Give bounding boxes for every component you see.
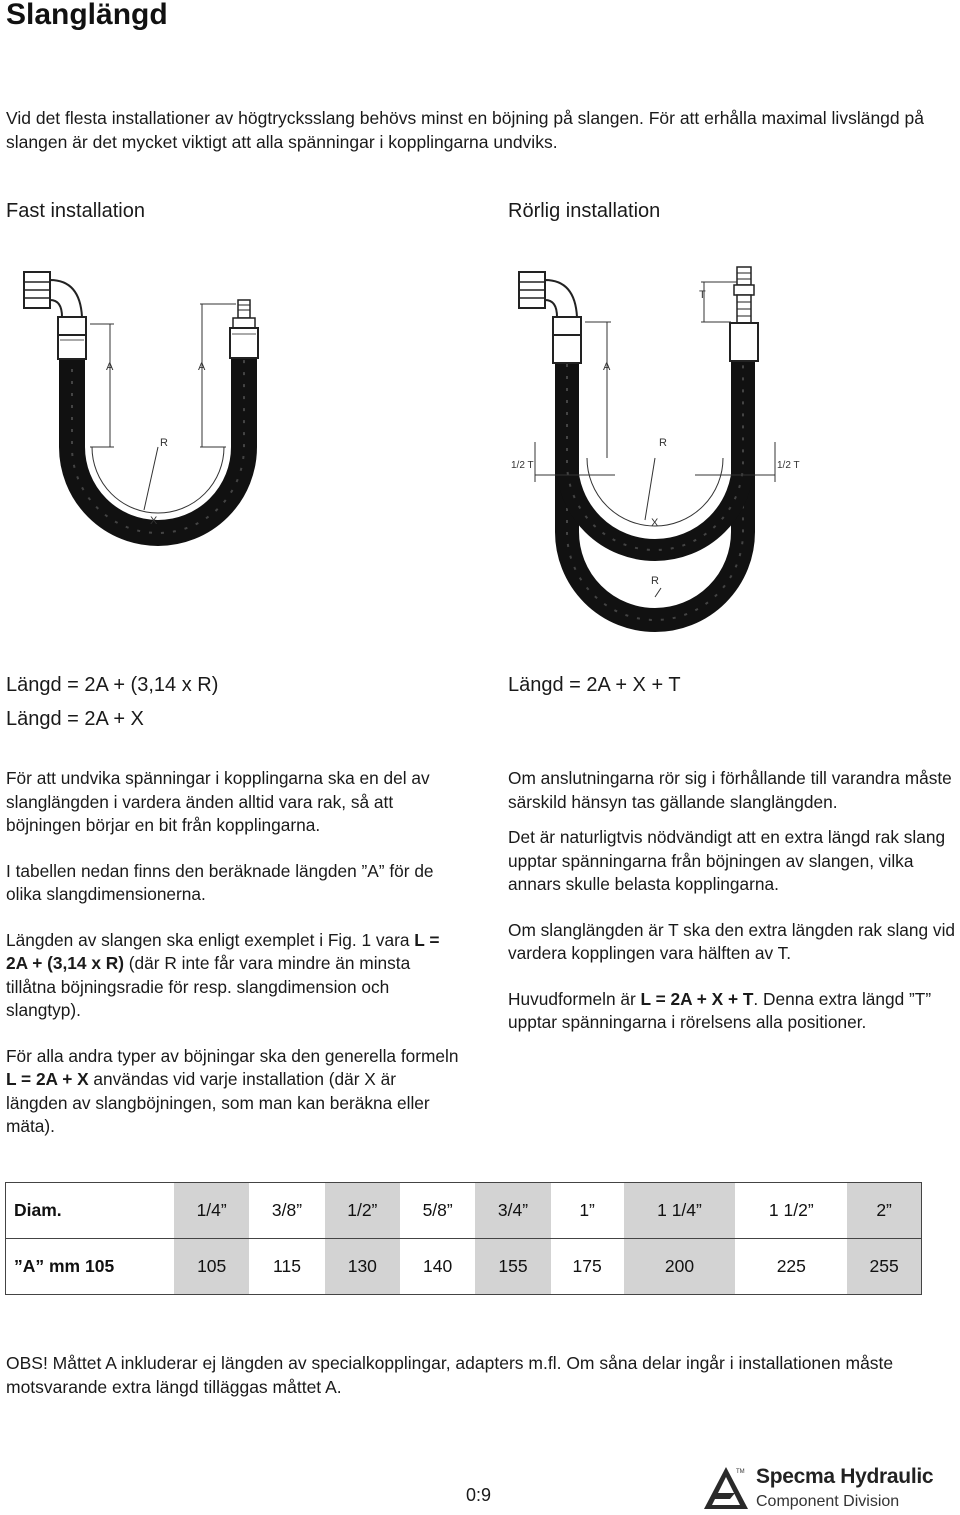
brand-logo: [700, 1463, 958, 1513]
moving-formula: Längd = 2A + X + T: [508, 674, 681, 696]
table-cell: 1/4”: [174, 1183, 249, 1239]
page-title: Slanglängd: [6, 0, 168, 31]
moving-installation-heading: Rörlig installation: [508, 200, 661, 222]
fixed-paragraph-2: I tabellen nedan finns den beräknade längden ”A” för de olika slangdimensionerna.: [6, 860, 434, 904]
table-cell: 130: [325, 1239, 400, 1295]
moving-installation-diagram: [505, 262, 805, 652]
table-cell: 225: [776, 1256, 806, 1276]
dimension-a-label: A: [603, 361, 611, 373]
table-cell: 1/2”: [325, 1183, 400, 1239]
fixed-paragraph-1: För att undvika spänningar i kopplingarna ska en del av slanglängden i vardera änden alltid vara rak, så att böjningen börjar en bit från kopplingarna.: [6, 768, 430, 835]
page-number: 0:9: [466, 1485, 492, 1505]
dimension-x-label: X: [150, 515, 158, 527]
table-row: [6, 1239, 922, 1295]
fixed-column-text: [6, 767, 461, 1161]
table-cell: 3/8”: [249, 1183, 324, 1239]
table-cell: 155: [475, 1239, 550, 1295]
svg-text:TM: TM: [736, 1469, 745, 1475]
table-cell: 255: [847, 1239, 921, 1295]
dimension-x-label: X: [651, 517, 659, 529]
table-cell: 2”: [847, 1183, 921, 1239]
dimension-r-label-upper: R: [659, 437, 667, 449]
moving-paragraph-3: Om slanglängden är T ska den extra längden rak slang vid vardera kopplingen vara hälften av T.: [508, 919, 956, 963]
fixed-paragraph-3: Längden av slangen ska enligt exemplet i Fig. 1 vara L = 2A + (3,14 x R) (där R inte får vara mindre än minsta tillåtna böjningsradie för resp. slangdimension och slangtyp).: [6, 929, 440, 1020]
table-cell: 1”: [551, 1183, 624, 1239]
dimension-table: [5, 1182, 922, 1295]
table-row-label: ”A” mm 105: [14, 1256, 115, 1276]
fixed-formula-1: Längd = 2A + (3,14 x R): [6, 674, 219, 696]
table-cell: 105: [174, 1239, 249, 1295]
dimension-r-label-lower: R: [651, 575, 659, 587]
dimension-r-label: R: [160, 437, 168, 449]
table-cell: 3/4”: [475, 1183, 550, 1239]
obs-note: OBS! Måttet A inkluderar ej längden av specialkopplingar, adapters m.fl. Om såna delar ingår i installationen måste motsvarande extra längd tilläggas måttet A.: [6, 1353, 894, 1397]
table-cell: 200: [624, 1239, 736, 1295]
table-cell: 5/8”: [400, 1183, 475, 1239]
formula-bold: L = 2A + (3,14 x R): [6, 929, 440, 973]
specma-logo-icon: [700, 1463, 752, 1513]
fixed-installation-heading: Fast installation: [6, 200, 145, 222]
formula-bold: L = 2A + X: [6, 1069, 89, 1089]
brand-name: Specma Hydraulic: [756, 1465, 934, 1488]
dimension-a-label-left: A: [106, 361, 114, 373]
table-cell: 175: [572, 1256, 602, 1276]
moving-paragraph-2: Det är naturligtvis nödvändigt att en extra längd rak slang upptar spänningarna från böjningen av slangen, vilka annars skulle belasta kopplingarna.: [508, 827, 946, 894]
table-cell: 115: [273, 1256, 301, 1276]
fixed-formula-2: Längd = 2A + X: [6, 708, 144, 730]
intro-text: Vid det flesta installationer av högtrycksslang behövs minst en böjning på slangen. För att erhålla maximal livslängd på slangen är det mycket viktigt att alla spänningar i kopplingarna undviks.: [6, 108, 924, 152]
moving-paragraph-4: Huvudformeln är L = 2A + X + T. Denna extra längd ”T” upptar spänningarna i rörelsens alla positioner.: [508, 988, 932, 1032]
dimension-a-label-right: A: [198, 361, 206, 373]
half-t-label-right: 1/2 T: [777, 460, 800, 471]
fixed-installation-diagram: [10, 262, 300, 582]
table-cell: 1 1/2”: [735, 1183, 847, 1239]
fixed-paragraph-4: För alla andra typer av böjningar ska den generella formeln L = 2A + X användas vid varje installation (där X är längden av slangböjningen, som man kan beräkna eller mäta).: [6, 1045, 459, 1136]
table-cell: 140: [423, 1256, 453, 1276]
formula-bold: L = 2A + X + T: [640, 988, 754, 1009]
dimension-t-label: T: [699, 289, 706, 301]
moving-column-text: [508, 767, 958, 1057]
brand-division: Component Division: [756, 1493, 900, 1510]
moving-paragraph-1: Om anslutningarna rör sig i förhållande till varandra måste särskild hänsyn tas gällande slanglängden.: [508, 768, 952, 812]
table-row: [6, 1183, 922, 1239]
table-row-label: Diam.: [6, 1183, 175, 1239]
half-t-label-left: 1/2 T: [511, 460, 534, 471]
table-cell: 1 1/4”: [624, 1183, 736, 1239]
